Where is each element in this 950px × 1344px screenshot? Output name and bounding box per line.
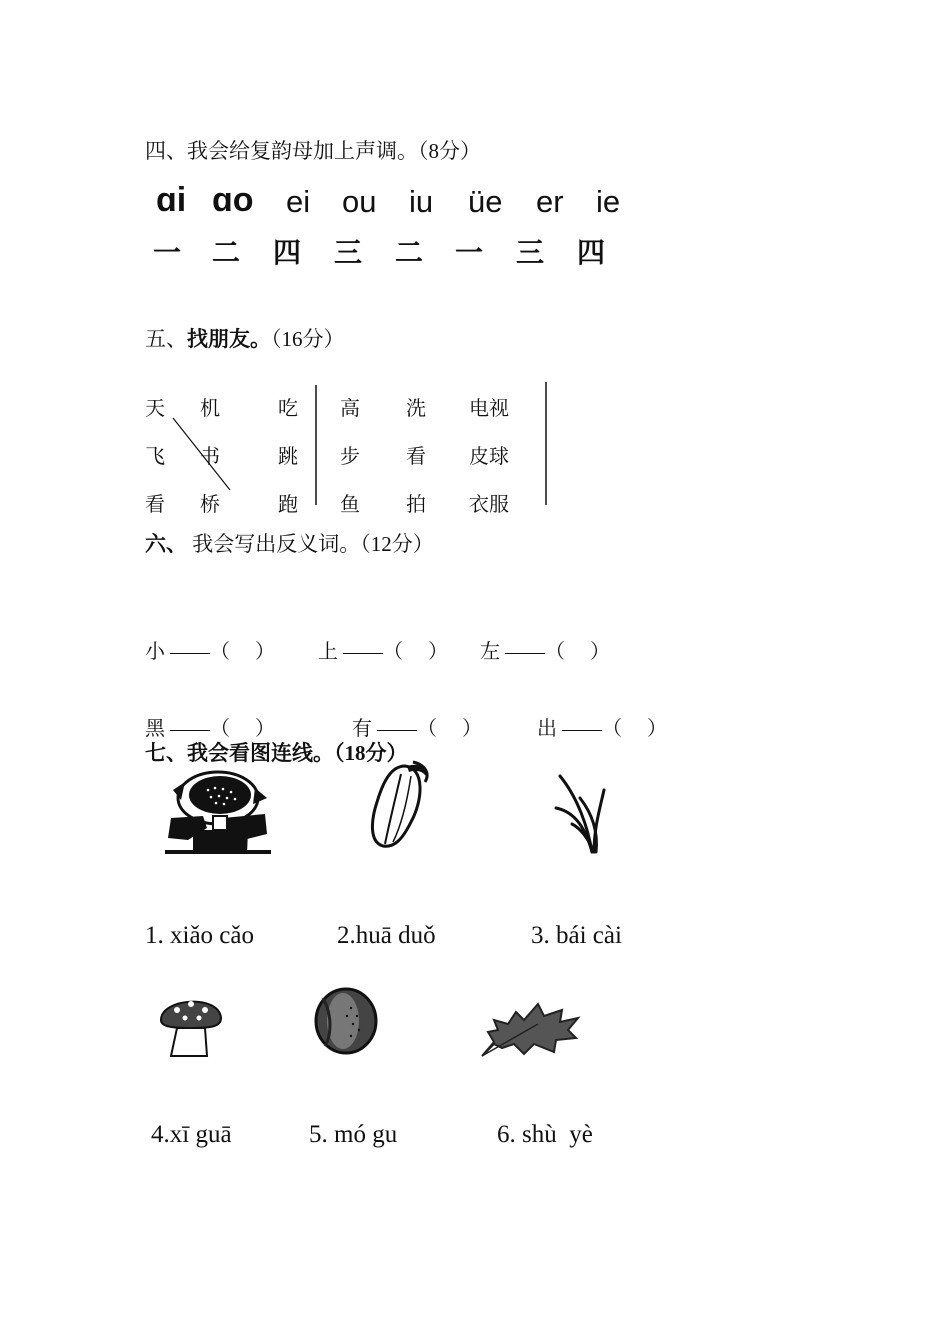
word-cell: 看	[145, 494, 165, 516]
picture-label: 1. xiǎo cǎo	[145, 922, 254, 949]
leaf-icon	[478, 1000, 583, 1060]
word-cell: 飞	[145, 446, 165, 468]
word-cell: 跑	[278, 494, 298, 516]
antonym-item: 上 ——（ ）	[318, 641, 448, 663]
section6-title-text: 我会写出反义词。（12分）	[192, 532, 434, 556]
word-cell: 步	[340, 446, 360, 468]
vowel-6: üe	[468, 184, 503, 219]
section5-title-text: 找朋友。	[187, 327, 271, 351]
section5-title-score: （16分）	[271, 327, 345, 351]
antonym-item: 出 ——（ ）	[537, 718, 667, 740]
word-cell: 电视	[469, 398, 509, 420]
antonym-item: 黑 ——（ ）	[145, 718, 275, 740]
tone-4: 三	[334, 236, 363, 269]
word-cell: 拍	[406, 494, 426, 516]
word-cell: 看	[406, 446, 426, 468]
picture-label: 6. shù yè	[497, 1121, 593, 1148]
section5-title-num: 五、	[145, 327, 187, 351]
word-cell: 跳	[278, 446, 298, 468]
vowel-2: ɑo	[212, 181, 254, 219]
vowel-1: ɑi	[156, 181, 187, 219]
word-cell: 皮球	[469, 446, 509, 468]
antonym-item: 有 ——（ ）	[352, 718, 482, 740]
tone-1: 一	[153, 236, 182, 269]
picture-label: 3. bái cài	[531, 922, 622, 949]
word-cell: 衣服	[469, 494, 509, 516]
tone-8: 四	[577, 236, 606, 269]
sunflower-icon	[163, 768, 273, 858]
example-match-line	[173, 418, 230, 490]
grass-icon	[552, 768, 612, 858]
word-cell: 桥	[200, 494, 220, 516]
tone-2: 二	[212, 236, 241, 269]
word-cell: 洗	[406, 398, 426, 420]
picture-label: 4.xī guā	[151, 1121, 232, 1148]
section6-title-num: 六、	[145, 532, 187, 556]
antonym-item: 小 ——（ ）	[145, 641, 275, 663]
word-cell: 天	[145, 398, 165, 420]
section6-title	[145, 528, 434, 558]
vowel-4: ou	[342, 184, 377, 219]
vowel-8: ie	[596, 184, 621, 219]
vowel-7: er	[536, 184, 564, 219]
vowel-3: ei	[286, 184, 311, 219]
picture-label: 2.huā duǒ	[337, 922, 436, 949]
word-cell: 吃	[278, 398, 298, 420]
antonym-item: 左 ——（ ）	[480, 641, 610, 663]
mushroom-icon	[157, 988, 227, 1058]
tone-3: 四	[273, 236, 302, 269]
tone-6: 一	[455, 236, 484, 269]
section7-title: 七、我会看图连线。（18分）	[145, 741, 408, 765]
cabbage-icon	[365, 760, 435, 855]
word-cell: 书	[200, 446, 220, 468]
section4-title: 四、我会给复韵母加上声调。（8分）	[145, 139, 481, 163]
tone-7: 三	[516, 236, 545, 269]
word-cell: 鱼	[340, 494, 360, 516]
vowel-5: iu	[409, 184, 434, 219]
tone-5: 二	[395, 236, 424, 269]
watermelon-icon	[313, 986, 379, 1056]
word-cell: 机	[200, 398, 220, 420]
picture-label: 5. mó gu	[309, 1121, 398, 1148]
word-cell: 高	[340, 398, 360, 420]
